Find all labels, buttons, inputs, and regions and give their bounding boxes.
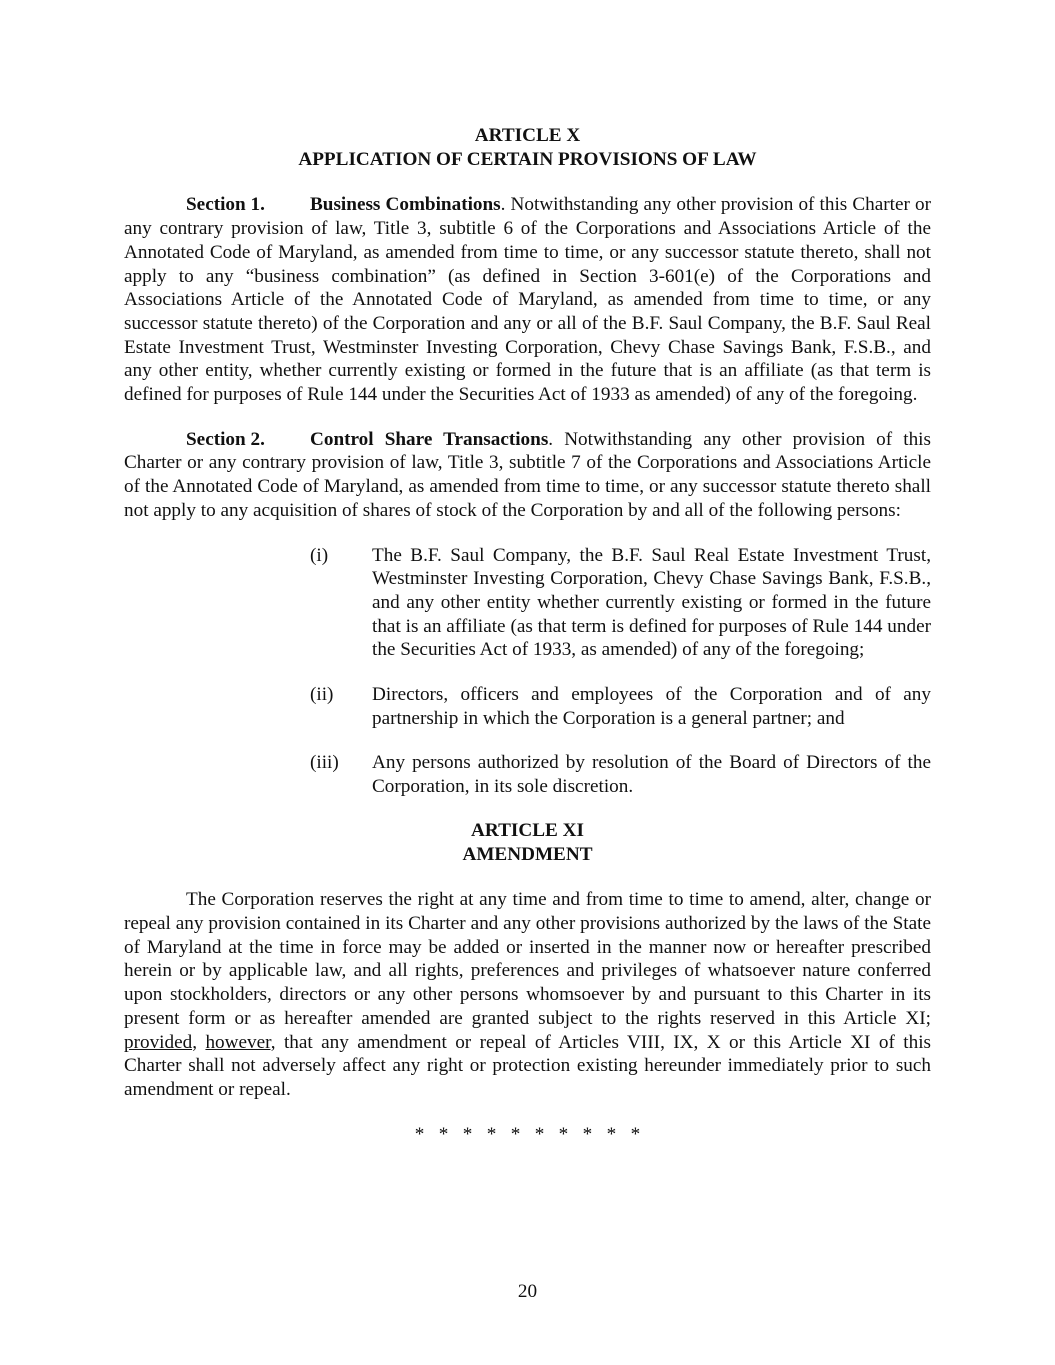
article-x-heading	[124, 124, 931, 171]
list-item-number: (ii)	[310, 684, 334, 706]
section-separator: * * * * * * * * * *	[414, 1123, 641, 1145]
section-2-label: Section 2.	[186, 428, 265, 450]
section-1-text: . Notwithstanding any other provision of this Charter or any contrary provision of law, Title 3, subtitle 6 of the Corporations and Associations Article of the Annotated Code of Maryland, as amended from time to time, or any successor statute thereto, shall not apply to any “business combination” (as defined in Section 3-601(e) of the Corporations and Associations Article of the Annotated Code of Maryland, as amended from time to time, or any successor statute thereto) of the Corporation and any or all of the B.F. Saul Company, the B.F. Saul Real Estate Investment Trust, Westminster Investing Corporation, Chevy Chase Savings Bank, F.S.B., and any other entity, whether currently existing or formed in the future that is an affiliate (as that term is defined for purposes of Rule 144 under the Securities Act of 1933 as amended) of any of the foregoing.	[124, 194, 931, 406]
document-page	[124, 124, 931, 1146]
section-2-text: . Notwithstanding any other provision of this Charter or any contrary provision of law, Title 3, subtitle 7 of the Corporations and Associations Article of the Annotated Code of Maryland, as amended from time to time, or any successor statute thereto shall not apply to any acquisition of shares of stock of the Corporation by and all of the following persons:	[124, 428, 931, 521]
list-item-text: The B.F. Saul Company, the B.F. Saul Real Estate Investment Trust, Westminster Investing Corporation, Chevy Chase Savings Bank, F.S.B., and any other entity whether currently existing or formed in the future that is an affiliate (as that term is defined for purposes of Rule 144 under the Securities Act of 1933, as amended) of any of the foregoing;	[372, 544, 931, 661]
section-2-paragraph	[124, 428, 931, 523]
amendment-provided: provided,	[124, 1031, 198, 1053]
section-1-paragraph	[124, 193, 931, 406]
amendment-however: however,	[205, 1031, 276, 1053]
list-item-number: (i)	[310, 544, 329, 566]
list-item	[310, 544, 931, 663]
amendment-text-after: that any amendment or repeal of Articles VIII, IX, X or this Article XI of this Charter shall not adversely affect any right or protection existing hereunder immediately prior to such amendment or repeal.	[124, 1031, 931, 1100]
list-item	[310, 683, 931, 730]
section-1-label: Section 1.	[186, 194, 265, 216]
list-item-number: (iii)	[310, 752, 339, 774]
list-item	[310, 751, 931, 798]
list-item-text: Any persons authorized by resolution of the Board of Directors of the Corporation, in its sole discretion.	[372, 752, 931, 798]
section-2-title: Control Share Transactions	[310, 428, 549, 450]
section-1-title: Business Combinations	[310, 194, 501, 216]
article-x-title: ARTICLE X	[474, 125, 581, 146]
amendment-text-before: The Corporation reserves the right at any time and from time to time to amend, alter, change or repeal any provision contained in its Charter and any other provisions authorized by the laws of the State of Maryland at the time in force may be added or inserted in the manner now or hereafter prescribed herein or by applicable law, and all rights, preferences and privileges of whatsoever nature conferred upon stockholders, directors or any other persons whomsoever by and pursuant to this Charter in its present form or as hereafter amended are granted subject to the rights reserved in this Article XI;	[124, 889, 931, 1029]
article-x-subtitle: APPLICATION OF CERTAIN PROVISIONS OF LAW	[298, 148, 757, 170]
article-xi-subtitle: AMENDMENT	[462, 843, 593, 865]
page-number: 20	[517, 1281, 538, 1302]
article-xi-title: ARTICLE XI	[471, 819, 584, 841]
article-xi-heading	[124, 819, 931, 866]
amendment-paragraph	[124, 888, 931, 1101]
list-item-text: Directors, officers and employees of the Corporation and of any partnership in which the Corporation is a general partner; and	[372, 684, 931, 729]
